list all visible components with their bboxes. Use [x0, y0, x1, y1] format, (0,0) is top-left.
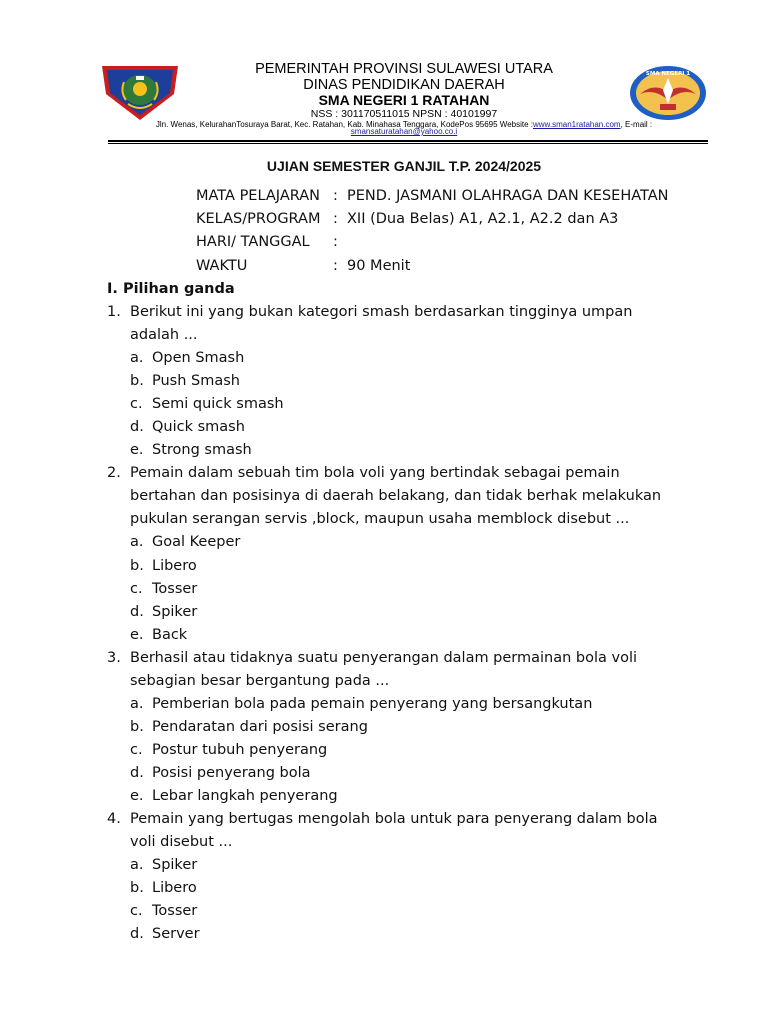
option-text: Pendaratan dari posisi serang — [152, 718, 368, 735]
option-letter: a. — [130, 695, 144, 712]
answer-option — [107, 923, 707, 946]
answer-option — [107, 900, 707, 923]
question-text: Pemain dalam sebuah tim bola voli yang bertindak sebagai pemain — [130, 465, 620, 482]
option-letter: e. — [130, 442, 144, 459]
info-colon: : — [333, 211, 338, 228]
question-text: sebagian besar bergantung pada ... — [130, 672, 390, 689]
info-colon: : — [333, 188, 338, 204]
answer-option — [107, 739, 707, 762]
option-letter: e. — [130, 626, 144, 643]
info-value: 90 Menit — [347, 257, 411, 274]
question-text: Berhasil atau tidaknya suatu penyerangan dalam permainan bola voli — [130, 649, 638, 666]
letterhead-agency: DINAS PENDIDIKAN DAERAH — [303, 77, 505, 93]
info-value: XII (Dua Belas) A1, A2.1, A2.2 dan A3 — [347, 211, 619, 228]
answer-option — [107, 347, 707, 370]
option-letter: b. — [130, 880, 144, 897]
answer-option — [107, 393, 707, 416]
answer-option — [107, 416, 707, 439]
question-text: Pemain yang bertugas mengolah bola untuk para penyerang dalam bola — [130, 811, 658, 828]
option-letter: c. — [130, 741, 143, 758]
option-letter: e. — [130, 787, 144, 804]
option-letter: c. — [130, 903, 143, 920]
option-text: Tosser — [152, 903, 198, 920]
info-label: KELAS/PROGRAM — [196, 211, 321, 228]
question-line — [107, 324, 707, 347]
option-letter: b. — [130, 718, 144, 735]
option-text: Posisi penyerang bola — [152, 764, 311, 781]
option-text: Back — [152, 626, 188, 643]
answer-option — [107, 370, 707, 393]
letterhead-school-name: SMA NEGERI 1 RATAHAN — [318, 92, 490, 108]
option-text: Push Smash — [152, 373, 240, 390]
answer-option — [107, 762, 707, 785]
option-letter: b. — [130, 373, 144, 390]
answer-option — [107, 854, 707, 877]
info-label: MATA PELAJARAN — [196, 188, 320, 204]
info-colon: : — [333, 257, 338, 274]
question-number: 2. — [107, 465, 121, 482]
option-text: Lebar langkah penyerang — [152, 787, 338, 804]
option-letter: b. — [130, 557, 144, 574]
question-text: voli disebut ... — [130, 834, 233, 851]
section-title: I. Pilihan ganda — [107, 281, 235, 297]
question-line — [107, 301, 707, 324]
option-text: Tosser — [152, 580, 198, 597]
answer-option — [107, 531, 707, 554]
school-emblem-text: SMA NEGERI 1 — [645, 71, 691, 77]
website-link[interactable]: www.sman1ratahan.com — [532, 120, 621, 129]
answer-option — [107, 877, 707, 900]
option-text: Server — [152, 926, 200, 943]
header-divider-thin — [108, 143, 708, 144]
info-colon: : — [333, 234, 338, 251]
header-divider-thick — [108, 140, 708, 142]
answer-option — [107, 439, 707, 462]
option-text: Pemberian bola pada pemain penyerang yang bersangkutan — [152, 695, 593, 712]
option-text: Quick smash — [152, 419, 245, 436]
question-text: Berikut ini yang bukan kategori smash berdasarkan tingginya umpan — [130, 304, 633, 320]
question-number: 3. — [107, 649, 121, 666]
answer-option — [107, 601, 707, 624]
info-label: WAKTU — [196, 257, 248, 274]
letterhead-ids: NSS : 301170511015 NPSN : 40101997 — [310, 108, 498, 120]
option-text: Goal Keeper — [152, 534, 241, 551]
answer-option — [107, 578, 707, 601]
address-text: Jln. Wenas, KelurahanTosuraya Barat, Kec. Ratahan, Kab. Minahasa Tenggara, KodePos 95695 Website : — [155, 120, 533, 129]
answer-option — [107, 716, 707, 739]
option-letter: c. — [130, 396, 143, 413]
option-letter: a. — [130, 857, 144, 874]
option-text: Spiker — [152, 603, 198, 620]
question-line — [107, 670, 707, 693]
option-letter: d. — [130, 926, 144, 943]
info-value: PEND. JASMANI OLAHRAGA DAN KESEHATAN — [347, 188, 669, 204]
option-text: Semi quick smash — [152, 396, 284, 413]
question-line — [107, 508, 707, 531]
letterhead-government: PEMERINTAH PROVINSI SULAWESI UTARA — [255, 61, 553, 77]
question-line — [107, 485, 707, 508]
question-line — [107, 462, 707, 485]
question-list — [107, 301, 707, 946]
exam-title: UJIAN SEMESTER GANJIL T.P. 2024/2025 — [266, 158, 542, 174]
email-link[interactable]: smansaturatahan@yahoo.co.i — [350, 127, 458, 136]
answer-option — [107, 555, 707, 578]
answer-option — [107, 624, 707, 647]
question-number: 4. — [107, 811, 121, 828]
question-text: adalah ... — [130, 327, 198, 344]
option-text: Postur tubuh penyerang — [152, 741, 328, 758]
option-letter: d. — [130, 603, 144, 620]
option-text: Spiker — [152, 857, 198, 874]
option-text: Open Smash — [152, 350, 245, 367]
option-letter: a. — [130, 350, 144, 367]
option-text: Strong smash — [152, 442, 252, 459]
email-label: , E-mail : — [620, 120, 653, 129]
option-letter: a. — [130, 534, 144, 551]
question-line — [107, 647, 707, 670]
answer-option — [107, 785, 707, 808]
answer-option — [107, 693, 707, 716]
option-letter: d. — [130, 764, 144, 781]
option-letter: d. — [130, 419, 144, 436]
question-text: pukulan serangan servis ,block, maupun usaha memblock disebut ... — [130, 511, 630, 528]
option-letter: c. — [130, 580, 143, 597]
option-text: Libero — [152, 880, 197, 897]
question-line — [107, 808, 707, 831]
question-number: 1. — [107, 304, 121, 320]
info-label: HARI/ TANGGAL — [196, 234, 310, 251]
question-line — [107, 831, 707, 854]
option-text: Libero — [152, 557, 197, 574]
letterhead-email-line — [100, 127, 708, 136]
question-text: bertahan dan posisinya di daerah belakang, dan tidak berhak melakukan — [130, 488, 662, 505]
